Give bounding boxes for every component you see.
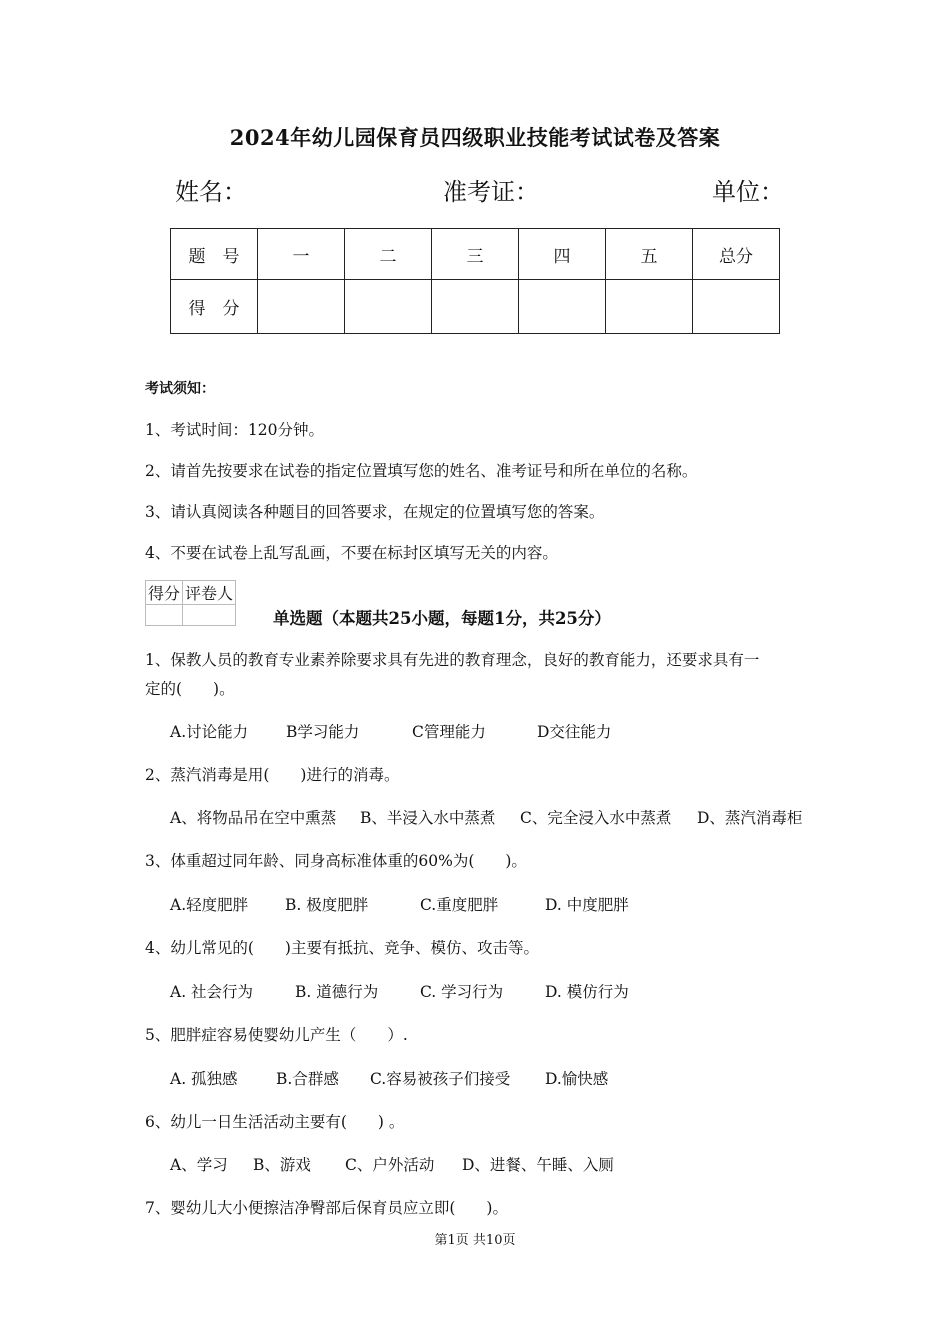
answer-option: C管理能力 (412, 723, 486, 741)
score-cell (519, 280, 606, 334)
score-header-cell: 二 (345, 229, 432, 280)
answer-option: A.轻度肥胖 (170, 896, 249, 914)
score-header-label: 题 号 (171, 229, 258, 280)
unit-field-label: 单位： (712, 178, 784, 206)
notice-heading: 考试须知： (145, 381, 215, 397)
answer-option: C.容易被孩子们接受 (370, 1070, 511, 1088)
answer-option: D. 模仿行为 (545, 983, 629, 1001)
grader-name-cell (183, 605, 236, 626)
score-cell (345, 280, 432, 334)
question-text: 5、肥胖症容易使婴幼儿产生（ ）. (145, 1026, 408, 1044)
notice-item: 3、请认真阅读各种题目的回答要求，在规定的位置填写您的答案。 (145, 503, 605, 521)
score-cell (258, 280, 345, 334)
exam-id-field-label: 准考证： (443, 178, 539, 206)
score-table-score-row (171, 280, 780, 334)
answer-option: D. 中度肥胖 (545, 896, 629, 914)
score-header-cell: 五 (606, 229, 693, 280)
answer-option: C.重度肥胖 (420, 896, 499, 914)
answer-option: A. 社会行为 (170, 983, 254, 1001)
answer-option: A、将物品吊在空中熏蒸 (170, 809, 337, 827)
grader-score-cell (146, 605, 183, 626)
page-footer: 第1页 共10页 (434, 1233, 516, 1248)
answer-option: C、户外活动 (345, 1156, 435, 1174)
answer-option: B.合群感 (276, 1070, 339, 1088)
score-row-label: 得 分 (171, 280, 258, 334)
grader-box (145, 580, 236, 626)
score-header-cell: 三 (432, 229, 519, 280)
question-text: 1、保教人员的教育专业素养除要求具有先进的教育理念，良好的教育能力，还要求具有一 (145, 651, 760, 669)
score-header-total: 总分 (693, 229, 780, 280)
answer-option: B学习能力 (286, 723, 360, 741)
answer-option: A.讨论能力 (170, 723, 249, 741)
answer-option: A、学习 (170, 1156, 228, 1174)
answer-option: B、半浸入水中蒸煮 (360, 809, 496, 827)
answer-option: D.愉快感 (545, 1070, 609, 1088)
question-text: 6、幼儿一日生活活动主要有( ) 。 (145, 1113, 405, 1131)
notice-item: 4、不要在试卷上乱写乱画，不要在标封区填写无关的内容。 (145, 544, 558, 562)
question-text: 4、幼儿常见的( )主要有抵抗、竞争、模仿、攻击等。 (145, 939, 539, 957)
score-table-header-row (171, 229, 780, 280)
question-text: 7、婴幼儿大小便擦洁净臀部后保育员应立即( )。 (145, 1199, 508, 1217)
notice-item: 2、请首先按要求在试卷的指定位置填写您的姓名、准考证号和所在单位的名称。 (145, 462, 698, 480)
page-title: 2024年幼儿园保育员四级职业技能考试试卷及答案 (229, 125, 721, 150)
score-cell (606, 280, 693, 334)
score-header-cell: 四 (519, 229, 606, 280)
question-text: 2、蒸汽消毒是用( )进行的消毒。 (145, 766, 400, 784)
answer-option: D、进餐、午睡、入厕 (462, 1156, 614, 1174)
score-cell (432, 280, 519, 334)
question-text: 3、体重超过同年龄、同身高标准体重的60%为( )。 (145, 852, 527, 870)
answer-option: B、游戏 (253, 1156, 311, 1174)
answer-option: D交往能力 (537, 723, 612, 741)
name-field-label: 姓名： (175, 178, 247, 206)
answer-option: C、完全浸入水中蒸煮 (520, 809, 672, 827)
answer-option: D、蒸汽消毒柜 (697, 809, 803, 827)
answer-option: B. 极度肥胖 (285, 896, 369, 914)
answer-option: A. 孤独感 (170, 1070, 238, 1088)
score-cell (693, 280, 780, 334)
notice-item: 1、考试时间：120分钟。 (145, 421, 324, 439)
answer-option: B. 道德行为 (295, 983, 379, 1001)
score-header-cell: 一 (258, 229, 345, 280)
grader-score-label: 得分 (146, 581, 183, 605)
grader-name-label: 评卷人 (183, 581, 236, 605)
question-text-continued: 定的( )。 (145, 680, 235, 698)
answer-option: C. 学习行为 (420, 983, 504, 1001)
score-table (170, 228, 780, 334)
section-title: 单选题（本题共25小题，每题1分，共25分） (273, 609, 611, 628)
